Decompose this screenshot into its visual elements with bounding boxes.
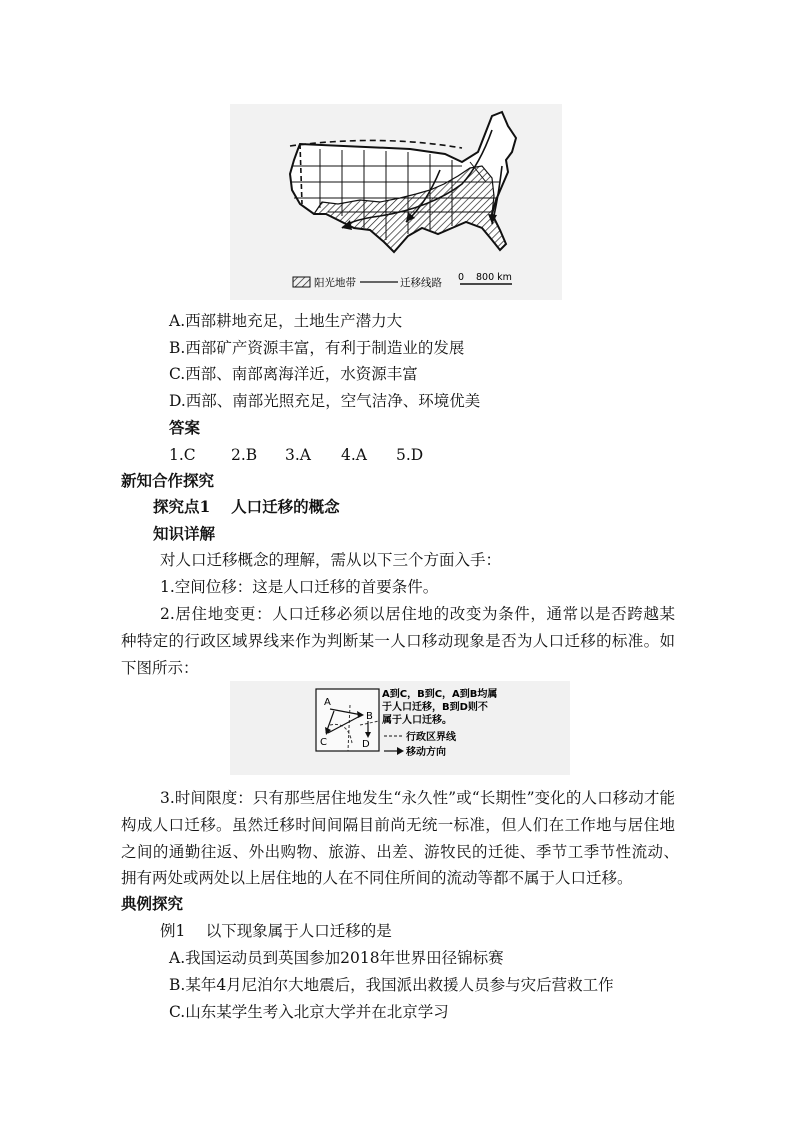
example-heading: 典例探究 <box>121 894 184 913</box>
answer-3: 3.A <box>285 446 311 464</box>
item3-line1: 3.时间限度：只有那些居住地发生“永久性”或“长期性”变化的人口移动才能 <box>160 789 675 807</box>
item2-line3: 下图所示： <box>121 659 199 677</box>
caption-line-3: 属于人口迁移。 <box>382 715 452 726</box>
item3-line3: 之间的通勤往返、外出购物、旅游、出差、游牧民的迁徙、季节工季节性流动、 <box>121 843 679 861</box>
item3-line4: 拥有两处或两处以上居住地的人在不同住所间的流动等都不属于人口迁移。 <box>121 869 633 887</box>
scale-value: 800 km <box>476 272 512 283</box>
answer-1: 1.C <box>169 446 196 464</box>
example1-option-c: C.山东某学生考入北京大学并在北京学习 <box>169 1003 449 1021</box>
option-a: A.西部耕地充足，土地生产潜力大 <box>169 312 403 330</box>
intro-text: 对人口迁移概念的理解，需从以下三个方面入手： <box>160 551 502 569</box>
legend-route-label: 迁移线路 <box>400 277 442 289</box>
item1-text: 1.空间位移：这是人口迁移的首要条件。 <box>160 578 439 596</box>
us-sunbelt-migration-map <box>230 104 562 300</box>
example1-option-b: B.某年4月尼泊尔大地震后，我国派出救援人员参与灾后营救工作 <box>169 976 614 994</box>
point1-title: 探究点1 人口迁移的概念 <box>153 497 340 516</box>
answer-heading: 答案 <box>169 418 201 437</box>
item2-line1: 2.居住地变更：人口迁移必须以居住地的改变为条件，通常以是否跨越某 <box>160 605 675 623</box>
label-d: D <box>362 739 370 750</box>
legend-boundary: 行政区界线 <box>406 732 456 743</box>
option-b: B.西部矿产资源丰富，有利于制造业的发展 <box>169 339 465 357</box>
label-b: B <box>366 711 373 722</box>
example1-option-a: A.我国运动员到英国参加2018年世界田径锦标赛 <box>169 949 504 967</box>
example1-question: 例1 以下现象属于人口迁移的是 <box>160 922 392 940</box>
label-a: A <box>324 697 331 708</box>
answer-5: 5.D <box>396 446 424 464</box>
scale-zero: 0 <box>458 272 465 283</box>
answer-2: 2.B <box>231 446 258 464</box>
caption-line-1: A到C，B到C，A到B均属 <box>382 689 498 700</box>
item2-line2: 种特定的行政区域界线来作为判断某一人口移动现象是否为人口迁移的标准。如 <box>121 632 675 650</box>
caption-line-2: 于人口迁移，B到D则不 <box>382 702 488 713</box>
label-c: C <box>320 737 327 748</box>
option-c: C.西部、南部离海洋近，水资源丰富 <box>169 365 418 383</box>
answer-4: 4.A <box>341 446 367 464</box>
legend-sunbelt-label: 阳光地带 <box>314 277 356 289</box>
knowledge-heading: 知识详解 <box>153 524 216 543</box>
section-title: 新知合作探究 <box>121 471 215 490</box>
item3-line2: 构成人口迁移。虽然迁移时间间隔目前尚无统一标准，但人们在工作地与居住地 <box>121 816 675 834</box>
boundary-migration-diagram <box>230 681 570 775</box>
option-d: D.西部、南部光照充足，空气洁净、环境优美 <box>169 392 481 410</box>
legend-arrow: 移动方向 <box>406 747 446 758</box>
